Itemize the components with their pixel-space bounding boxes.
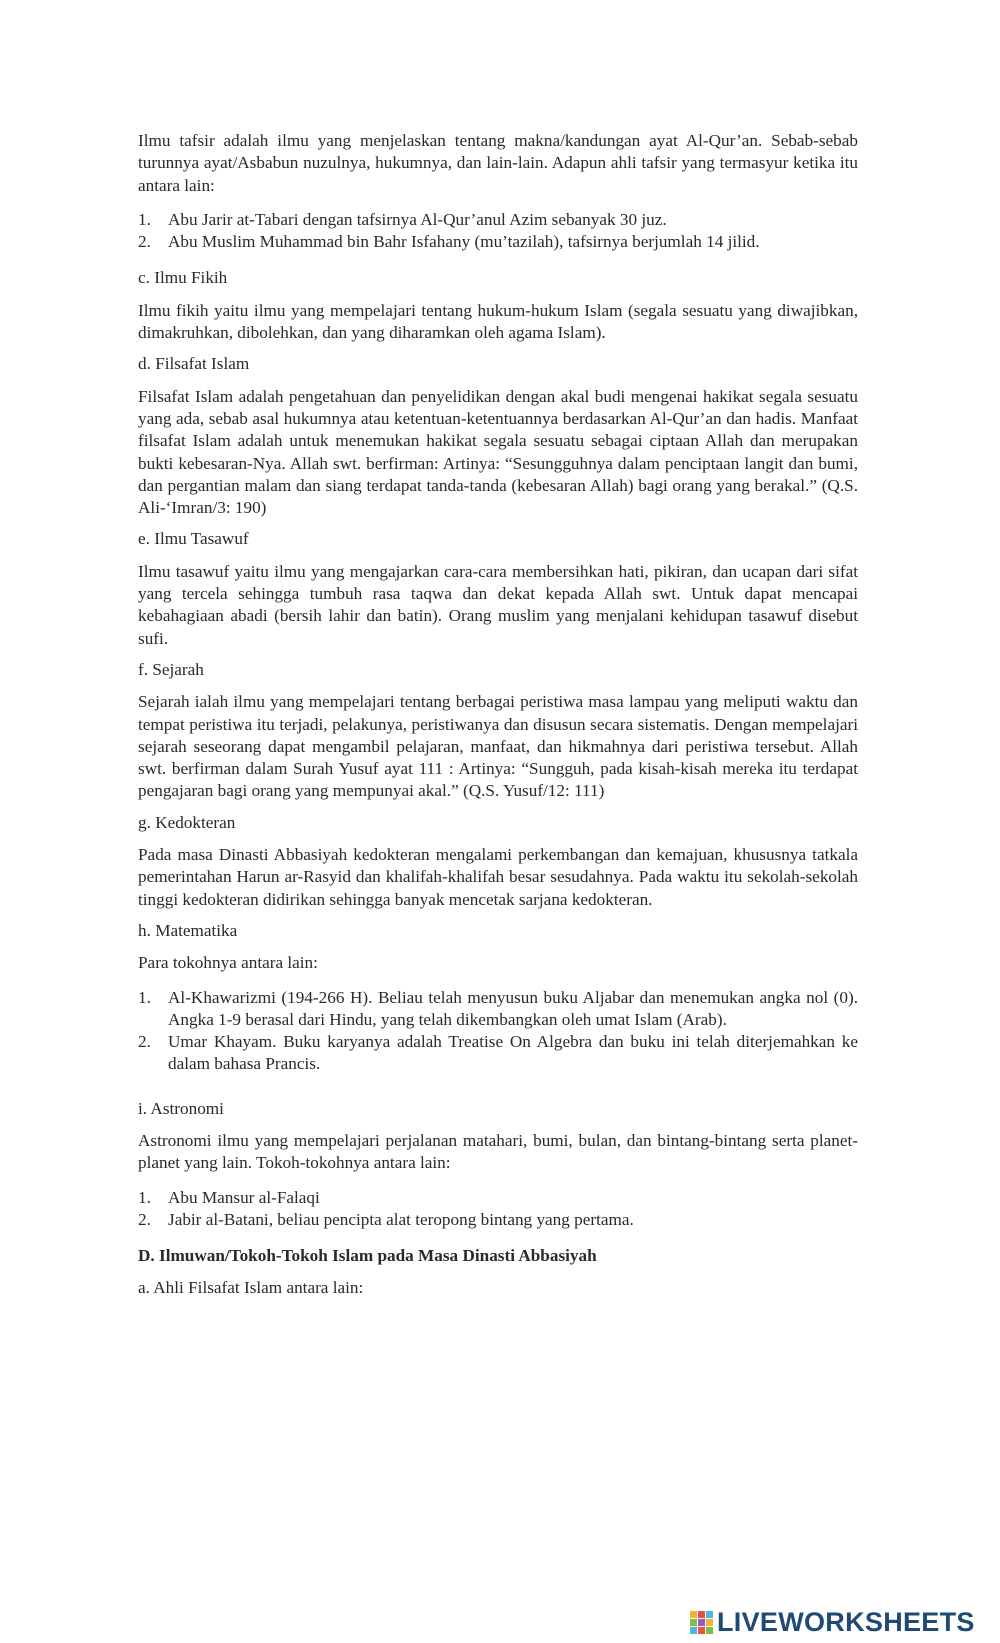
tafsir-paragraph: Ilmu tafsir adalah ilmu yang menjelaskan tentang makna/kandungan ayat Al-Qur’an. Sebab-sebab turunnya ayat/Asbabun nuzulnya, hukumnya, dan lain-lain. Adapun ahli tafsir yang termasyur ketika itu antara lain: <box>138 131 858 195</box>
logo-cell <box>698 1627 705 1634</box>
heading-ilmu-tasawuf: e. Ilmu Tasawuf <box>138 529 249 549</box>
paragraph-ilmu-tasawuf: Ilmu tasawuf yaitu ilmu yang mengajarkan cara-cara membersihkan hati, pikiran, dan ucapan dari sifat yang tercela sehingga tumbuh rasa taqwa dan dekat kepada Allah swt. Untuk dapat mencapai kebahagiaan abadi (bersih lahir dan batin). Orang muslim yang menjalani kehidupan tasawuf disebut sufi. <box>138 561 858 648</box>
paragraph-kedokteran: Pada masa Dinasti Abbasiyah kedokteran mengalami perkembangan dan kemajuan, khususnya tatkala pemerintahan Harun ar-Rasyid dan khalifah-khalifah besar sesudahnya. Pada waktu itu sekolah-sekolah tinggi kedokteran didirikan sehingga banyak mencetak sarjana kedokteran. <box>138 845 858 909</box>
logo-text: LIVEWORKSHEETS <box>717 1607 975 1637</box>
section-d-subheading: a. Ahli Filsafat Islam antara lain: <box>138 1278 364 1298</box>
list-number: 1. <box>138 209 151 229</box>
list-item <box>138 1209 858 1231</box>
heading-matematika: h. Matematika <box>138 920 238 940</box>
logo-cell <box>706 1619 713 1626</box>
list-text: Abu Muslim Muhammad bin Bahr Isfahany (mu’tazilah), tafsirnya berjumlah 14 jilid. <box>168 232 760 252</box>
list-number: 2. <box>138 232 151 252</box>
section-d-title: D. Ilmuwan/Tokoh-Tokoh Islam pada Masa Dinasti Abbasiyah <box>138 1246 597 1266</box>
list-text: Abu Mansur al-Falaqi <box>168 1187 320 1207</box>
logo-cell <box>706 1611 713 1618</box>
spacer <box>138 1090 858 1098</box>
paragraph-matematika: Para tokohnya antara lain: <box>138 953 318 973</box>
list-text: Abu Jarir at-Tabari dengan tafsirnya Al-Qur’anul Azim sebanyak 30 juz. <box>168 209 667 229</box>
list-number: 1. <box>138 1187 151 1207</box>
liveworksheets-logo[interactable] <box>690 1607 990 1637</box>
heading-astronomi: i. Astronomi <box>138 1098 224 1118</box>
list-item <box>138 1031 858 1076</box>
heading-kedokteran: g. Kedokteran <box>138 812 236 832</box>
astronomi-list <box>138 1187 858 1232</box>
logo-cell <box>698 1619 705 1626</box>
tafsir-list <box>138 209 858 254</box>
paragraph-filsafat-islam: Filsafat Islam adalah pengetahuan dan penyelidikan dengan akal budi mengenai hakikat segala sesuatu yang ada, sebab asal hukumnya atau ketentuan-ketentuannya berdasarkan Al-Qur’an dan hadis. Manfaat filsafat Islam adalah untuk menemukan hakikat segala sesuatu sebagai ciptaan Allah dan merupakan bukti kebesaran-Nya. Allah swt. berfirman: Artinya: “Sesungguhnya dalam penciptaan langit dan bumi, dan pergantian malam dan siang terdapat tanda-tanda (kebesaran Allah) bagi orang yang berakal.” (Q.S. Ali-‘Imran/3: 190) <box>138 386 858 518</box>
list-number: 1. <box>138 987 151 1007</box>
list-text: Jabir al-Batani, beliau pencipta alat teropong bintang yang pertama. <box>168 1209 634 1229</box>
list-item <box>138 1187 858 1209</box>
logo-grid-icon <box>690 1611 713 1634</box>
logo-cell <box>698 1611 705 1618</box>
heading-sejarah: f. Sejarah <box>138 659 204 679</box>
paragraph-sejarah: Sejarah ialah ilmu yang mempelajari tentang berbagai peristiwa masa lampau yang meliputi waktu dan tempat peristiwa itu terjadi, pelakunya, peristiwanya dan disusun secara sistematis. Dengan mempelajari sejarah seseorang dapat mengambil pelajaran, manfaat, dan hikmahnya dari peristiwa tersebut. Allah swt. berfirman dalam Surah Yusuf ayat 111 : Artinya: “Sungguh, pada kisah-kisah mereka itu terdapat pengajaran bagi orang yang mempunyai akal.” (Q.S. Yusuf/12: 111) <box>138 692 858 801</box>
document-page <box>138 130 858 1308</box>
list-text: Umar Khayam. Buku karyanya adalah Treatise On Algebra dan buku ini telah diterjemahkan ke dalam bahasa Prancis. <box>168 1032 858 1074</box>
logo-cell <box>690 1611 697 1618</box>
logo-cell <box>706 1627 713 1634</box>
matematika-list <box>138 987 858 1076</box>
paragraph-ilmu-fikih: Ilmu fikih yaitu ilmu yang mempelajari tentang hukum-hukum Islam (segala sesuatu yang diwajibkan, dimakruhkan, dibolehkan, dan yang diharamkan oleh agama Islam). <box>138 300 858 343</box>
list-number: 2. <box>138 1032 151 1052</box>
heading-ilmu-fikih: c. Ilmu Fikih <box>138 268 228 288</box>
list-number: 2. <box>138 1209 151 1229</box>
list-item <box>138 209 858 231</box>
list-item <box>138 987 858 1032</box>
paragraph-astronomi: Astronomi ilmu yang mempelajari perjalanan matahari, bumi, bulan, dan bintang-bintang serta planet-planet yang lain. Tokoh-tokohnya antara lain: <box>138 1130 858 1173</box>
list-text: Al-Khawarizmi (194-266 H). Beliau telah menyusun buku Aljabar dan menemukan angka nol (0). Angka 1-9 berasal dari Hindu, yang telah dikembangkan oleh umat Islam (Arab). <box>168 987 858 1029</box>
heading-filsafat-islam: d. Filsafat Islam <box>138 354 250 374</box>
list-item <box>138 231 858 253</box>
logo-cell <box>690 1619 697 1626</box>
logo-cell <box>690 1627 697 1634</box>
